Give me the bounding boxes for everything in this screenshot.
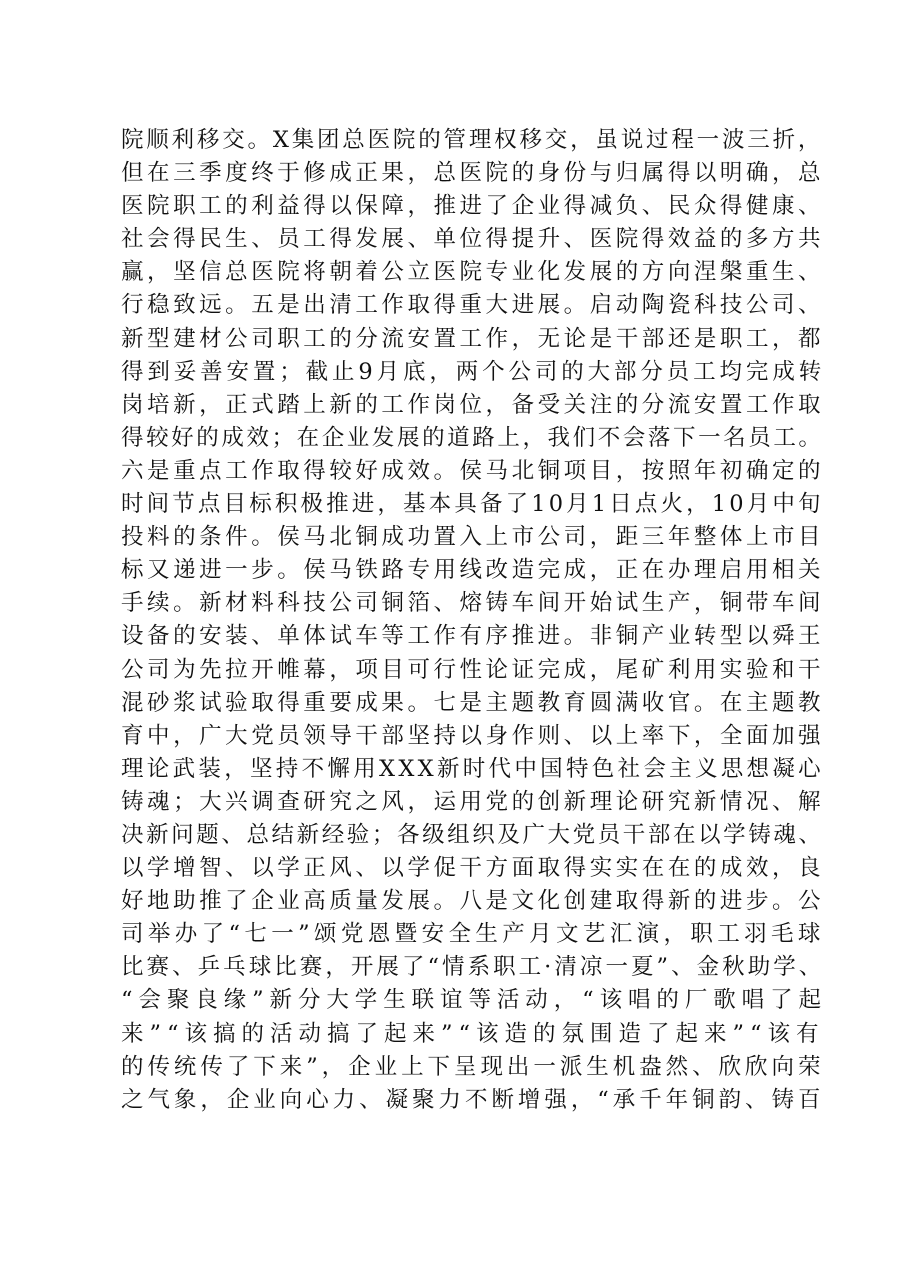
text-line: 司举办了“七一”颂党恩暨安全生产月文艺汇演，职工羽毛球 xyxy=(121,921,825,948)
text-line: 公司为先拉开帷幕，项目可行性论证完成，尾矿利用实验和干 xyxy=(121,656,825,683)
text-line: 得较好的成效；在企业发展的道路上，我们不会落下一名员工。 xyxy=(121,424,824,451)
text-line: 六是重点工作取得较好成效。侯马北铜项目，按照年初确定的 xyxy=(121,457,825,484)
text-line: 育中，广大党员领导干部坚持以身作则、以上率下，全面加强 xyxy=(121,722,825,749)
text-line: 社会得民生、员工得发展、单位得提升、医院得效益的多方共 xyxy=(121,226,825,253)
text-line: 时间节点目标积极推进，基本具备了10月1日点火，10月中旬 xyxy=(121,491,824,518)
body-text xyxy=(121,124,827,1117)
text-line: 岗培新，正式踏上新的工作岗位，备受关注的分流安置工作取 xyxy=(121,391,825,418)
text-line: 新型建材公司职工的分流安置工作，无论是干部还是职工，都 xyxy=(121,325,825,352)
text-line: 设备的安装、单体试车等工作有序推进。非铜产业转型以舜王 xyxy=(121,623,825,650)
text-line: 但在三季度终于修成正果，总医院的身份与归属得以明确，总 xyxy=(121,160,825,187)
text-line: 来”“该搞的活动搞了起来”“该造的氛围造了起来”“该有 xyxy=(121,1020,825,1047)
text-line: 比赛、乒乓球比赛，开展了“情系职工·清凉一夏”、金秋助学、 xyxy=(121,954,825,981)
text-line: 的传统传了下来”，企业上下呈现出一派生机盎然、欣欣向荣 xyxy=(121,1053,825,1080)
text-line: 好地助推了企业高质量发展。八是文化创建取得新的进步。公 xyxy=(121,888,825,915)
text-line: 院顺利移交。X集团总医院的管理权移交，虽说过程一波三折， xyxy=(121,127,824,153)
text-line: 理论武装，坚持不懈用XXX新时代中国特色社会主义思想凝心 xyxy=(121,755,824,782)
text-line: 投料的条件。侯马北铜成功置入上市公司，距三年整体上市目 xyxy=(121,524,825,551)
text-line: 决新问题、总结新经验；各级组织及广大党员干部在以学铸魂、 xyxy=(121,821,824,848)
text-line: 手续。新材料科技公司铜箔、熔铸车间开始试生产，铜带车间 xyxy=(121,590,825,617)
text-line: 混砂浆试验取得重要成果。七是主题教育圆满收官。在主题教 xyxy=(121,689,825,716)
text-line: 之气象，企业向心力、凝聚力不断增强，“承千年铜韵、铸百 xyxy=(121,1086,825,1113)
text-line: 标又递进一步。侯马铁路专用线改造完成，正在办理启用相关 xyxy=(121,557,825,584)
text-line: 得到妥善安置；截止9月底，两个公司的大部分员工均完成转 xyxy=(121,358,826,385)
text-line: 铸魂；大兴调查研究之风，运用党的创新理论研究新情况、解 xyxy=(121,788,825,815)
text-line: 医院职工的利益得以保障，推进了企业得减负、民众得健康、 xyxy=(121,193,825,220)
text-line: 行稳致远。五是出清工作取得重大进展。启动陶瓷科技公司、 xyxy=(121,292,825,319)
text-line: 赢，坚信总医院将朝着公立医院专业化发展的方向涅槃重生、 xyxy=(121,259,825,286)
text-line: “会聚良缘”新分大学生联谊等活动，“该唱的厂歌唱了起 xyxy=(121,987,827,1014)
text-line: 以学增智、以学正风、以学促干方面取得实实在在的成效，良 xyxy=(121,855,825,882)
